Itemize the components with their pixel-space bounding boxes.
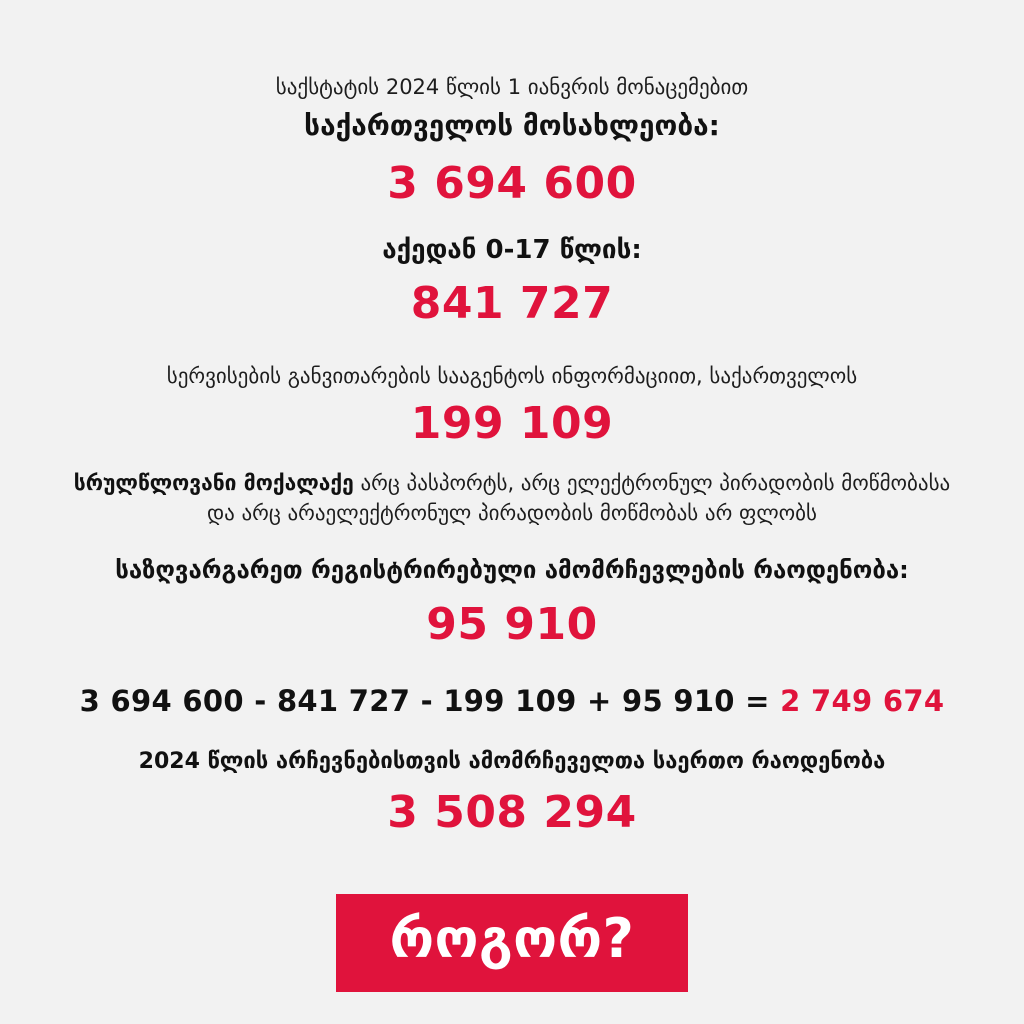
population-total-value: 3 694 600 bbox=[387, 157, 637, 209]
final-value: 3 508 294 bbox=[387, 786, 637, 838]
minors-label: აქედან 0-17 წლის: bbox=[382, 234, 642, 265]
minors-value: 841 727 bbox=[410, 278, 614, 330]
equation-expression: 3 694 600 - 841 727 - 199 109 + 95 910 = bbox=[79, 684, 781, 719]
no-document-description-bold: სრულწლოვანი მოქალაქე bbox=[73, 470, 354, 495]
equation-result: 2 749 674 bbox=[780, 684, 945, 719]
page-title: საქართველოს მოსახლეობა: bbox=[304, 108, 720, 142]
cta-button[interactable]: როგორ? bbox=[336, 894, 689, 992]
no-document-count: 199 109 bbox=[410, 397, 614, 449]
no-document-description-rest: არც პასპორტს, არც ელექტრონულ პირადობის მოწმობასა და არც არაელექტრონულ პირადობის მოწმობას არ ფლობს bbox=[206, 470, 951, 525]
abroad-label: საზღვარგარეთ რეგისტრირებული ამომრჩევლების რაოდენობა: bbox=[115, 555, 909, 584]
agency-note: სერვისების განვითარების სააგენტოს ინფორმაციით, საქართველოს bbox=[166, 364, 858, 389]
no-document-description bbox=[62, 469, 962, 529]
abroad-value: 95 910 bbox=[426, 599, 598, 651]
equation bbox=[80, 682, 945, 720]
source-note: საქსტატის 2024 წლის 1 იანვრის მონაცემებით bbox=[275, 75, 749, 99]
final-caption: 2024 წლის არჩევნებისთვის ამომრჩეველთა საერთო რაოდენობა bbox=[138, 748, 886, 774]
